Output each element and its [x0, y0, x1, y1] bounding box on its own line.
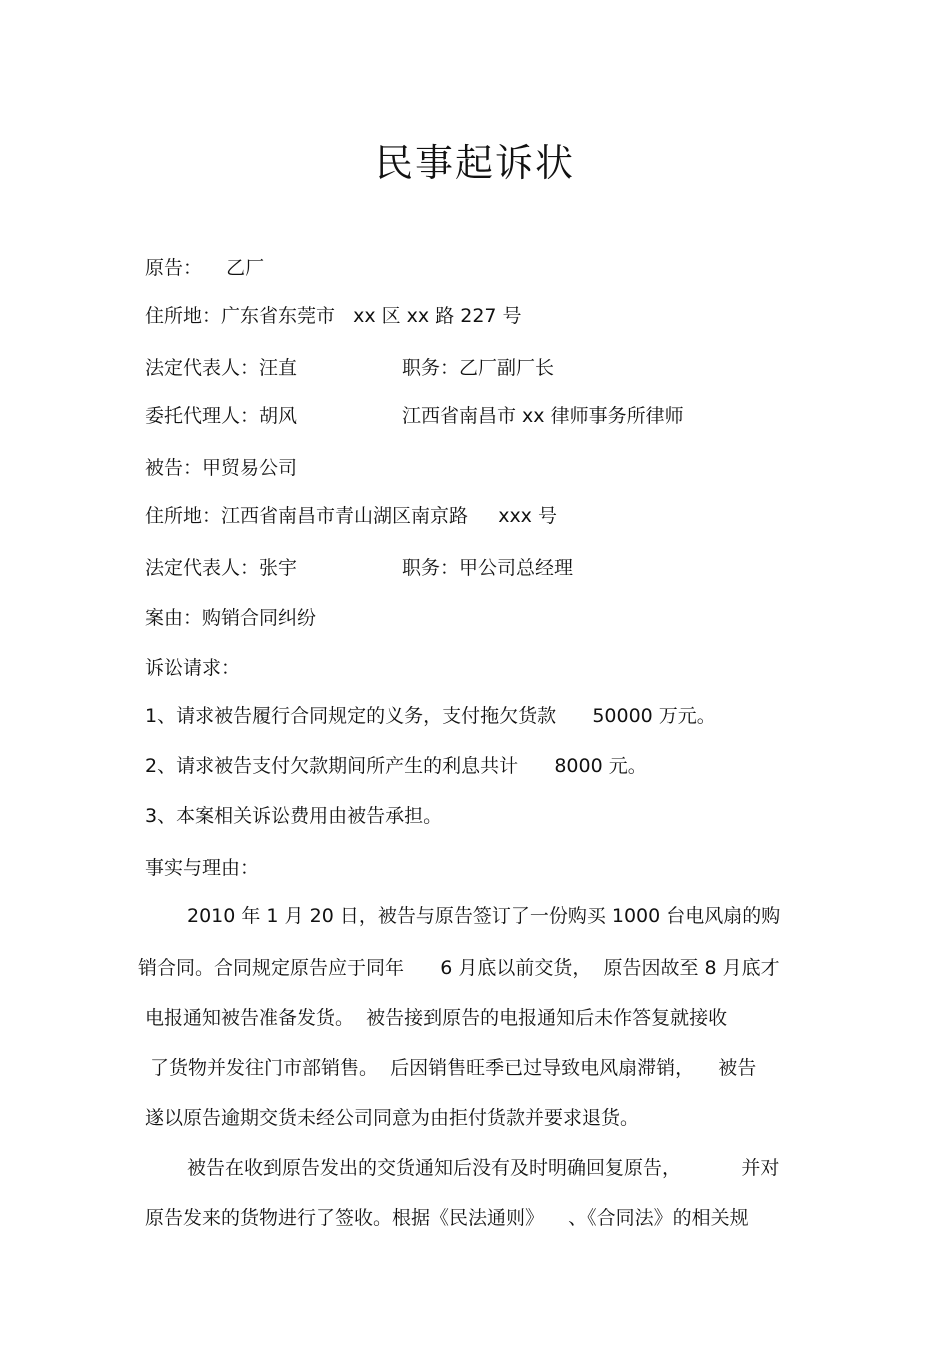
- claims-heading: 诉讼请求：: [145, 657, 241, 679]
- plaintiff-legal-rep: 法定代表人：汪直: [145, 357, 298, 379]
- defendant-line: 被告：甲贸易公司: [145, 457, 298, 479]
- facts-line: 电报通知被告准备发货。 被告接到原告的电报通知后未作答复就接收: [145, 1007, 728, 1029]
- defendant-address: 住所地：江西省南昌市青山湖区南京路 xxx 号: [145, 505, 557, 527]
- plaintiff-agent: 委托代理人：胡风: [145, 405, 298, 427]
- claim-item: 1、请求被告履行合同规定的义务，支付拖欠货款 50000 万元。: [145, 705, 716, 727]
- facts-line: 了货物并发往门市部销售。 后因销售旺季已过导致电风扇滞销， 被告: [150, 1057, 757, 1079]
- facts-line: 原告发来的货物进行了签收。根据《民法通则》 、《合同法》的相关规: [145, 1207, 749, 1229]
- facts-line: 2010 年 1 月 20 日，被告与原告签订了一份购买 1000 台电风扇的购: [187, 905, 781, 927]
- case-reason: 案由：购销合同纠纷: [145, 607, 317, 629]
- plaintiff-address: 住所地：广东省东莞市 xx 区 xx 路 227 号: [145, 305, 522, 327]
- document-title: 民事起诉状: [374, 141, 575, 185]
- facts-line: 销合同。合同规定原告应于同年 6 月底以前交货， 原告因故至 8 月底才: [138, 957, 780, 979]
- facts-heading: 事实与理由：: [145, 857, 260, 879]
- facts-line: 被告在收到原告发出的交货通知后没有及时明确回复原告， 并对: [187, 1157, 780, 1179]
- claim-item: 2、请求被告支付欠款期间所产生的利息共计 8000 元。: [145, 755, 647, 777]
- defendant-legal-rep: 法定代表人：张宇: [145, 557, 298, 579]
- defendant-rep-position: 职务：甲公司总经理: [402, 557, 574, 579]
- plaintiff-rep-position: 职务：乙厂副厂长: [402, 357, 555, 379]
- plaintiff-agent-org: 江西省南昌市 xx 律师事务所律师: [402, 405, 684, 427]
- claim-item: 3、本案相关诉讼费用由被告承担。: [145, 805, 443, 827]
- plaintiff-line: 原告： 乙厂: [145, 257, 265, 279]
- facts-line: 遂以原告逾期交货未经公司同意为由拒付货款并要求退货。: [145, 1107, 640, 1129]
